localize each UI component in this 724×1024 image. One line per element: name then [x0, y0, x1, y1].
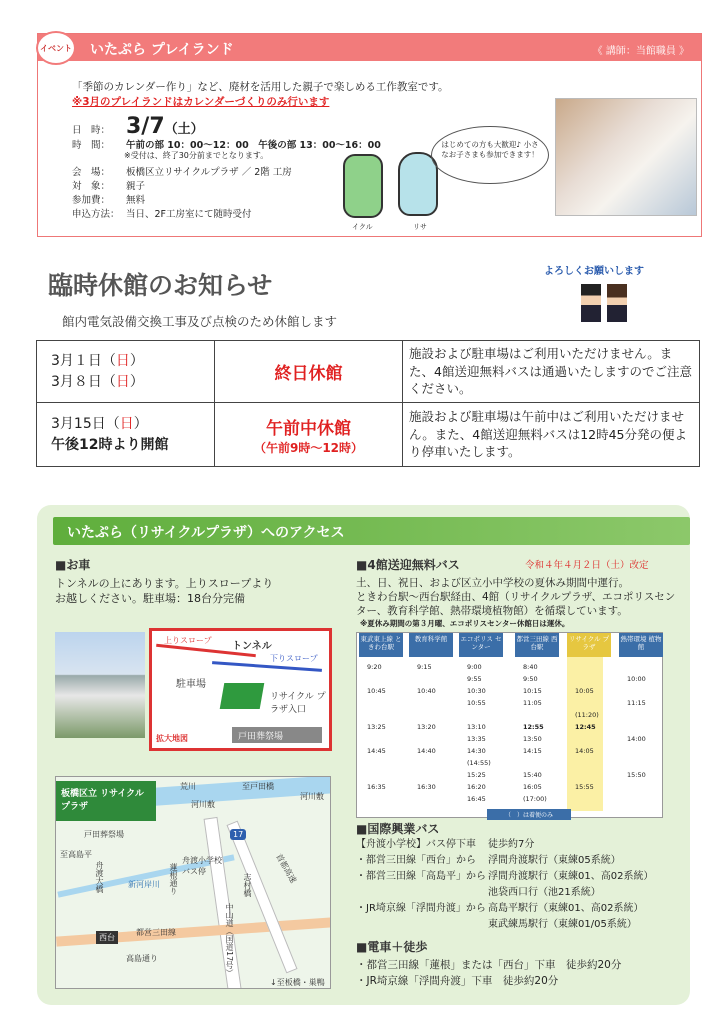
map-takashimadaira: 至高島平	[60, 850, 92, 859]
timetable-cell: 10:30	[467, 687, 486, 695]
bus-timetable	[356, 632, 663, 818]
closure-title: 臨時休館のお知らせ	[48, 271, 273, 300]
target-label: 対 象：	[72, 181, 111, 192]
bus-text-1: 土、日、祝日、および区立小中学校の夏休み期間中運行。	[356, 577, 629, 589]
map-bus-stop: 舟渡小学校 バス停	[182, 856, 222, 876]
inset-zoom-label: 拡大地図	[156, 734, 188, 743]
map-shingashi: 新河岸川	[128, 880, 160, 889]
timetable-cell: 13:20	[417, 723, 436, 731]
timetable-cell: 10:15	[523, 687, 542, 695]
kokusai-route-to: 高島平駅行（東練01、高02系統）	[488, 903, 644, 914]
car-text-2: お越しください。駐車場：18台分完備	[55, 592, 245, 605]
date-dow: （土）	[164, 122, 204, 137]
date-value: 3/7	[126, 114, 165, 139]
timetable-cell: 10:00	[627, 675, 646, 683]
walk-text-2: ・JR埼京線「浮間舟渡」下車 徒歩約20分	[356, 975, 559, 987]
building-photo	[55, 632, 145, 738]
timetable-cell: (14:55)	[467, 759, 491, 767]
inset-parking: 駐車場	[176, 679, 206, 690]
timetable-cell: 16:30	[417, 783, 436, 791]
car-text-1: トンネルの上にあります。上りスロープより	[55, 577, 274, 590]
closure-status: 午前中休館 （午前9時〜12時）	[215, 403, 403, 467]
walk-heading: ■電車＋徒歩	[356, 940, 428, 954]
kokusai-route-to: 浮間舟渡駅行（東練05系統）	[488, 855, 621, 866]
map-funeral: 戸田葬祭場	[84, 830, 124, 839]
timetable-cell: 10:40	[417, 687, 436, 695]
time-label: 時 間：	[72, 140, 111, 151]
timetable-cell: 15:50	[627, 771, 646, 779]
event-photo	[555, 98, 697, 216]
closure-table	[36, 340, 700, 467]
table-row	[37, 403, 700, 467]
fee-label: 参加費：	[72, 195, 111, 206]
mascot-ikuru-label: イクル	[352, 223, 373, 231]
event-title: いたぷら プレイランド	[90, 42, 234, 58]
map-route17: 17	[230, 829, 246, 840]
timetable-footer: （ ）は着便のみ	[487, 809, 571, 820]
map-expressway: 首都高速	[274, 852, 298, 885]
timetable-cell: 9:15	[417, 663, 432, 671]
bus-note: ※夏休み期間の第３月曜、エコポリスセンター休館日は運休。	[360, 619, 570, 628]
inset-map	[149, 628, 332, 751]
kokusai-route-from: ・JR埼京線「浮間舟渡」から	[356, 903, 486, 914]
timetable-cell: 16:05	[523, 783, 542, 791]
inset-down-slope: 下りスロープ	[270, 654, 318, 663]
timetable-cell: (17:00)	[523, 795, 547, 803]
kokusai-route-to: 池袋西口行（池21系統）	[488, 887, 601, 898]
timetable-cell: 14:15	[523, 747, 542, 755]
timetable-cell: 10:45	[367, 687, 386, 695]
timetable-header: 東武東上線 ときわ台駅	[359, 633, 403, 657]
timetable-header: リサイクル プラザ	[567, 633, 611, 657]
bus-text-2: ときわ台駅〜西台駅経由、4館（リサイクルプラザ、エコポリスセン	[356, 591, 676, 603]
mascot-ikuru	[343, 154, 383, 218]
timetable-cell: 12:45	[575, 723, 596, 731]
speech-bubble: はじめての方も大歓迎♪ 小さなお子さまも参加できます！	[431, 126, 549, 184]
map-hasune-st: 蓮根通り	[169, 863, 178, 895]
timetable-cell: 11:15	[627, 699, 646, 707]
event-badge: イベント	[36, 31, 76, 65]
timetable-cell: 16:45	[467, 795, 486, 803]
timetable-cell: 15:25	[467, 771, 486, 779]
greeting-text: よろしくお願いします	[544, 266, 644, 277]
timetable-cell: 16:35	[367, 783, 386, 791]
closure-note: 施設および駐車場はご利用いただけません。また、4館送迎無料バスは通過いたしますのでご注意ください。	[403, 341, 700, 403]
timetable-header: 熱帯環境 植物館	[619, 633, 663, 657]
timetable-cell: 13:10	[467, 723, 486, 731]
timetable-cell: 14:30	[467, 747, 486, 755]
kokusai-route-from: ・都営三田線「高島平」から	[356, 871, 486, 882]
timetable-cell: 14:40	[417, 747, 436, 755]
closure-note: 施設および駐車場は午前中はご利用いただけません。また、4館送迎無料バスは12時45分発の便より停車いたします。	[403, 403, 700, 467]
area-map	[55, 776, 331, 989]
map-nakasendo: 中山道（国道17号）	[225, 903, 234, 978]
bus-revised-date: 令和４年４月２日（土）改定	[525, 560, 649, 571]
staff-icon-male	[581, 284, 601, 322]
timetable-cell: 13:35	[467, 735, 486, 743]
time-note: ※受付は、終了30分前までとなります。	[124, 151, 269, 160]
map-nishidai: 西台	[96, 931, 118, 944]
map-mita-line: 都営三田線	[136, 928, 176, 937]
timetable-cell: 10:05	[575, 687, 594, 695]
timetable-cell: 16:20	[467, 783, 486, 791]
kokusai-heading: ■国際興業バス	[356, 822, 440, 836]
kokusai-route-from: ・都営三田線「西台」から	[356, 855, 476, 866]
timetable-cell: 13:25	[367, 723, 386, 731]
timetable-cell: (11:20)	[575, 711, 599, 719]
timetable-header: 都営三田線 西台駅	[515, 633, 559, 657]
timetable-cell: 14:05	[575, 747, 594, 755]
event-notice: ※3月のプレイランドはカレンダーづくりのみ行います	[72, 96, 330, 108]
timetable-cell: 14:00	[627, 735, 646, 743]
apply-label: 申込方法：	[72, 209, 120, 220]
inset-up-slope: 上りスロープ	[164, 636, 212, 645]
timetable-cell: 15:55	[575, 783, 594, 791]
timetable-cell: 15:40	[523, 771, 542, 779]
event-intro: 「季節のカレンダー作り」など、廃材を活用した親子で楽しめる工作教室です。	[72, 81, 449, 93]
map-arakawa: 荒川	[180, 782, 196, 791]
table-row	[37, 341, 700, 403]
mascot-risa-label: リサ	[413, 223, 427, 231]
map-plaza-label: 板橋区立 リサイクルプラザ	[56, 781, 156, 821]
timetable-header: エコポリス センター	[459, 633, 503, 657]
bus-text-3: ター、教育科学館、熱帯環境植物館）を循環しています。	[356, 605, 628, 617]
access-title: いたぷら（リサイクルプラザ）へのアクセス	[53, 517, 690, 545]
kokusai-route-from: 【舟渡小学校】バス停下車	[356, 839, 476, 850]
staff-icon-female	[607, 284, 627, 322]
closure-subtitle: 館内電気設備交換工事及び点検のため休館します	[62, 314, 338, 329]
inset-tunnel: トンネル	[232, 641, 272, 652]
date-label: 日 時：	[72, 125, 111, 136]
map-funado-bridge: 舟渡大橋	[95, 861, 104, 893]
closure-status: 終日休館	[215, 341, 403, 403]
kokusai-route-to: 徒歩約7分	[488, 839, 535, 850]
map-shimura: 志村橋	[243, 873, 252, 897]
inset-funeral: 戸田葬祭場	[238, 732, 284, 742]
kokusai-route-to: 東武練馬駅行（東練01/05系統）	[488, 919, 637, 930]
timetable-cell: 9:20	[367, 663, 382, 671]
car-heading: ■お車	[55, 558, 91, 572]
timetable-cell: 10:55	[467, 699, 486, 707]
kokusai-route-to: 浮間舟渡駅行（東練01、高02系統）	[488, 871, 654, 882]
timetable-cell: 8:40	[523, 663, 538, 671]
map-riverbed: 河川敷	[191, 800, 215, 809]
event-box	[37, 33, 702, 237]
walk-text-1: ・都営三田線「蓮根」または「西台」下車 徒歩約20分	[356, 959, 622, 971]
map-takashima-st: 高島通り	[126, 954, 158, 963]
timetable-cell: 9:00	[467, 663, 482, 671]
map-riverbed-2: 河川敷	[300, 792, 324, 801]
venue-value: 板橋区立リサイクルプラザ ／ 2階 工房	[126, 167, 292, 178]
timetable-cell: 14:45	[367, 747, 386, 755]
inset-entrance: リサイクル プラザ入口	[270, 692, 326, 715]
timetable-header: 教育科学館	[409, 633, 453, 657]
map-toda-bridge: 至戸田橋	[242, 782, 274, 791]
map-to-itabashi: ↓至板橋・巣鴨	[270, 978, 325, 987]
bus-heading: ■4館送迎無料バス	[356, 558, 460, 572]
target-value: 親子	[126, 181, 146, 192]
closure-dates: 3月１日（日） 3月８日（日）	[37, 341, 215, 403]
timetable-cell: 9:55	[467, 675, 482, 683]
timetable-cell: 9:50	[523, 675, 538, 683]
venue-label: 会 場：	[72, 167, 111, 178]
apply-value: 当日、2F工房室にて随時受付	[126, 209, 252, 220]
fee-value: 無料	[126, 195, 146, 206]
timetable-cell: 11:05	[523, 699, 542, 707]
timetable-cell: 12:55	[523, 723, 544, 731]
timetable-cell: 13:50	[523, 735, 542, 743]
event-lecturer: 《 講師：当館職員 》	[592, 46, 689, 57]
time-value: 午前の部 10：00〜12：00 午後の部 13：00〜16：00	[126, 140, 381, 151]
closure-dates: 3月15日（日） 午後12時より開館	[37, 403, 215, 467]
